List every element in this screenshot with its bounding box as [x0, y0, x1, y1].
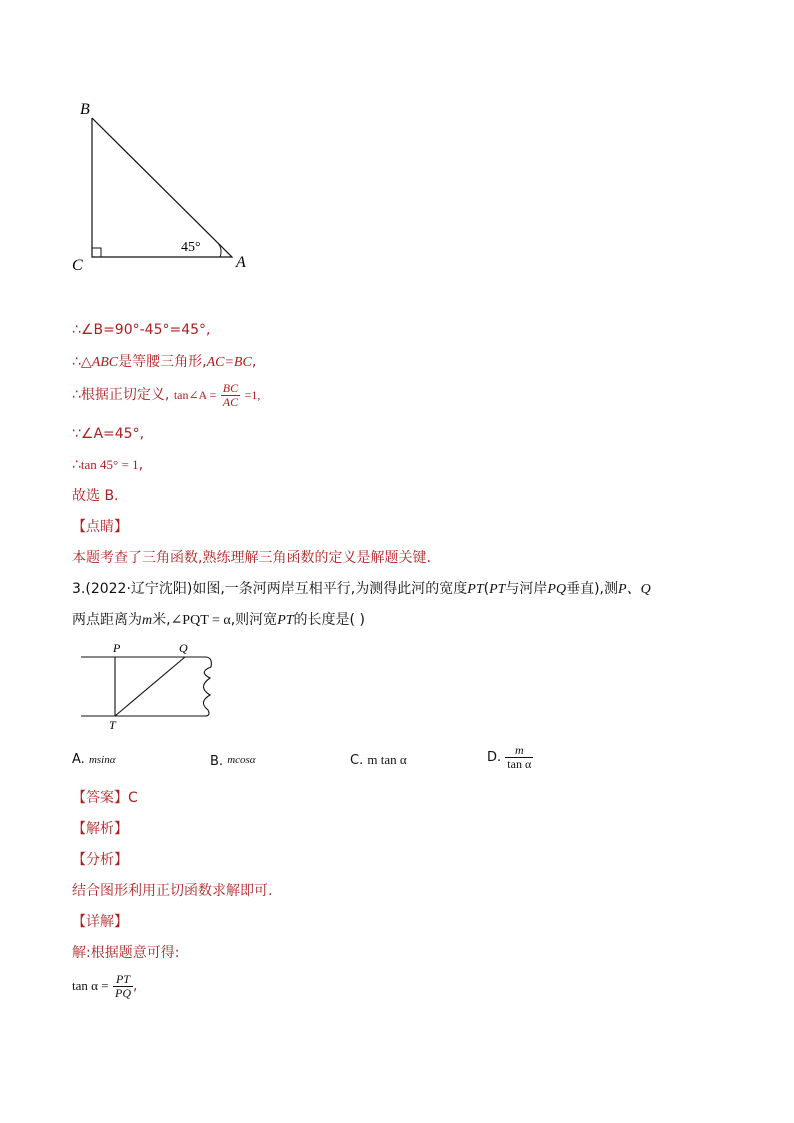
- option-d: D. $\frac{m}{\text{tan α}}$: [487, 743, 532, 771]
- line-isosceles: ∴△ABC是等腰三角形,AC=BC,: [72, 354, 257, 370]
- fraction-bc-ac: $\frac{BC}{AC}$: [222, 380, 239, 409]
- option-c: C. m tan α: [350, 752, 407, 768]
- line-tan-definition: ∴根据正切定义, tan∠A = $\frac{BC}{AC}$ =1,: [72, 380, 261, 409]
- river-wavy-edge: [203, 657, 211, 716]
- heading-jiexi: 【解析】: [72, 821, 128, 837]
- triangle-figure: [60, 95, 270, 280]
- option-a: A. msinα: [72, 752, 116, 767]
- line-choose: 故选 B.: [72, 488, 119, 504]
- segment-tq: [115, 657, 185, 716]
- heading-dianjing: 【点睛】: [72, 519, 128, 535]
- label-c: C: [72, 257, 83, 274]
- fraction-m-tan: $\frac{m}{\text{tan α}}$: [507, 743, 532, 771]
- line-summary: 本题考查了三角函数,熟练理解三角函数的定义是解题关键.: [72, 550, 431, 566]
- heading-xiangjie: 【详解】: [72, 914, 128, 930]
- triangle-lines: [92, 118, 232, 257]
- river-figure: [75, 640, 225, 735]
- right-angle-mark: [92, 248, 101, 257]
- line-tan45: ∴tan 45° = 1,: [72, 457, 144, 473]
- angle-label: 45°: [181, 240, 201, 255]
- label-t: T: [109, 718, 116, 732]
- label-q: Q: [179, 641, 188, 655]
- question-3-line-2: 两点距离为m米,∠PQT = α,则河宽PT的长度是( ): [72, 612, 365, 628]
- label-a: A: [236, 254, 246, 271]
- answer-line: 【答案】C: [72, 790, 138, 806]
- line-angle-b: ∴∠B=90°-45°=45°,: [72, 322, 211, 338]
- fraction-pt-pq: $\frac{PT}{PQ}$: [114, 971, 131, 1000]
- line-angle-a: ∵∠A=45°,: [72, 426, 145, 442]
- solution-intro: 解:根据题意可得:: [72, 945, 180, 961]
- option-b: B. mcosα: [210, 754, 256, 769]
- solution-equation: tan α = $\frac{PT}{PQ}$ ,: [72, 971, 138, 1000]
- fenxi-text: 结合图形利用正切函数求解即可.: [72, 883, 273, 899]
- label-b: B: [80, 101, 90, 118]
- heading-fenxi: 【分析】: [72, 852, 128, 868]
- question-3-line-1: 3.(2022·辽宁沈阳)如图,一条河两岸互相平行,为测得此河的宽度PT(PT与河岸PQ垂直),测P、Q: [72, 581, 651, 597]
- label-p: P: [113, 641, 121, 655]
